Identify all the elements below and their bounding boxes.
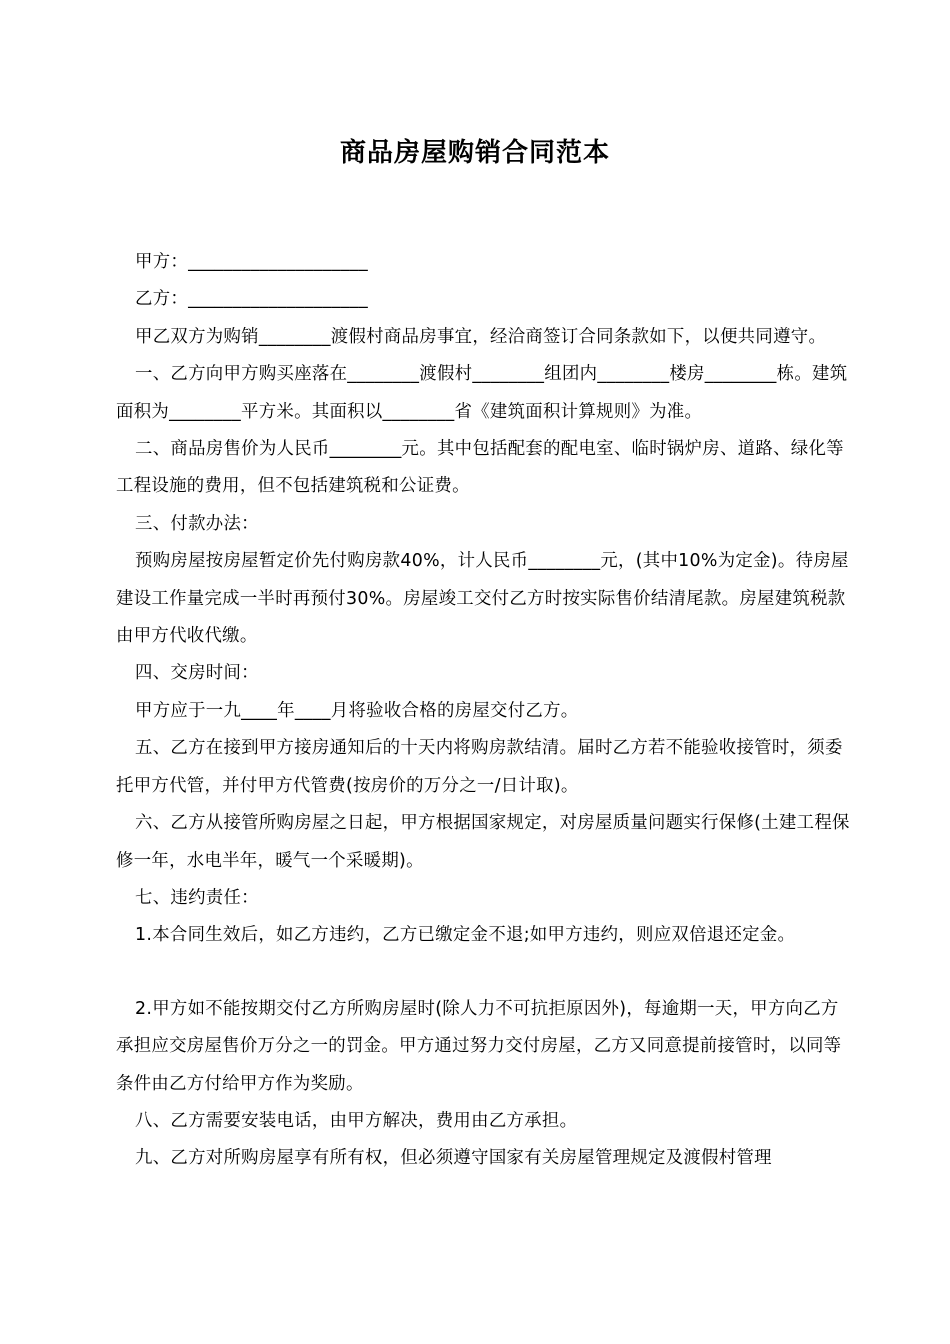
clause-8-paragraph: 八、乙方需要安装电话，由甲方解决，费用由乙方承担。: [135, 1110, 578, 1131]
clause-7-heading: 七、违约责任：: [135, 887, 259, 908]
clause-4-paragraph: 甲方应于一九____年____月将验收合格的房屋交付乙方。: [135, 700, 579, 721]
clause-7-item-2: 2.甲方如不能按期交付乙方所购房屋时(除人力不可抗拒原因外)，每逾期一天，甲方向乙方承担应交房屋售价万分之一的罚金。甲方通过努力交付房屋，乙方又同意提前接管时，以同等条件由乙方付给甲方作为奖励。: [116, 998, 842, 1094]
clause-1-paragraph: 一、乙方向甲方购买座落在________渡假村________组团内________楼房________栋。建筑面积为________平方米。其面积以________省《建筑面积计算规则》为准。: [116, 364, 848, 422]
clause-3-heading: 三、付款办法：: [135, 513, 259, 534]
clause-6-paragraph: 六、乙方从接管所购房屋之日起，甲方根据国家规定，对房屋质量问题实行保修(土建工程保修一年，水电半年，暖气一个采暖期)。: [116, 813, 850, 871]
contract-body: [116, 244, 852, 1178]
party-b-line: 乙方：____________________: [135, 289, 368, 310]
clause-3-paragraph: 预购房屋按房屋暂定价先付购房款40%，计人民币________元，(其中10%为定金)。待房屋建设工作量完成一半时再预付30%。房屋竣工交付乙方时按实际售价结清尾款。房屋建筑税款由甲方代收代缴。: [116, 551, 849, 647]
clause-7-item-1: 1.本合同生效后，如乙方违约，乙方已缴定金不退;如甲方违约，则应双倍退还定金。: [135, 925, 796, 946]
preamble-paragraph: 甲乙双方为购销________渡假村商品房事宜，经洽商签订合同条款如下，以便共同遵守。: [135, 326, 827, 347]
clause-4-heading: 四、交房时间：: [135, 663, 259, 684]
document-title: 商品房屋购销合同范本: [339, 138, 610, 168]
clause-5-paragraph: 五、乙方在接到甲方接房通知后的十天内将购房款结清。届时乙方若不能验收接管时，须委托甲方代管，并付甲方代管费(按房价的万分之一/日计取)。: [116, 738, 843, 796]
party-a-line: 甲方：____________________: [135, 252, 368, 272]
clause-2-paragraph: 二、商品房售价为人民币________元。其中包括配套的配电室、临时锅炉房、道路、绿化等工程设施的费用，但不包括建筑税和公证费。: [116, 439, 844, 497]
clause-9-paragraph: 九、乙方对所购房屋享有所有权，但必须遵守国家有关房屋管理规定及渡假村管理: [135, 1148, 772, 1169]
